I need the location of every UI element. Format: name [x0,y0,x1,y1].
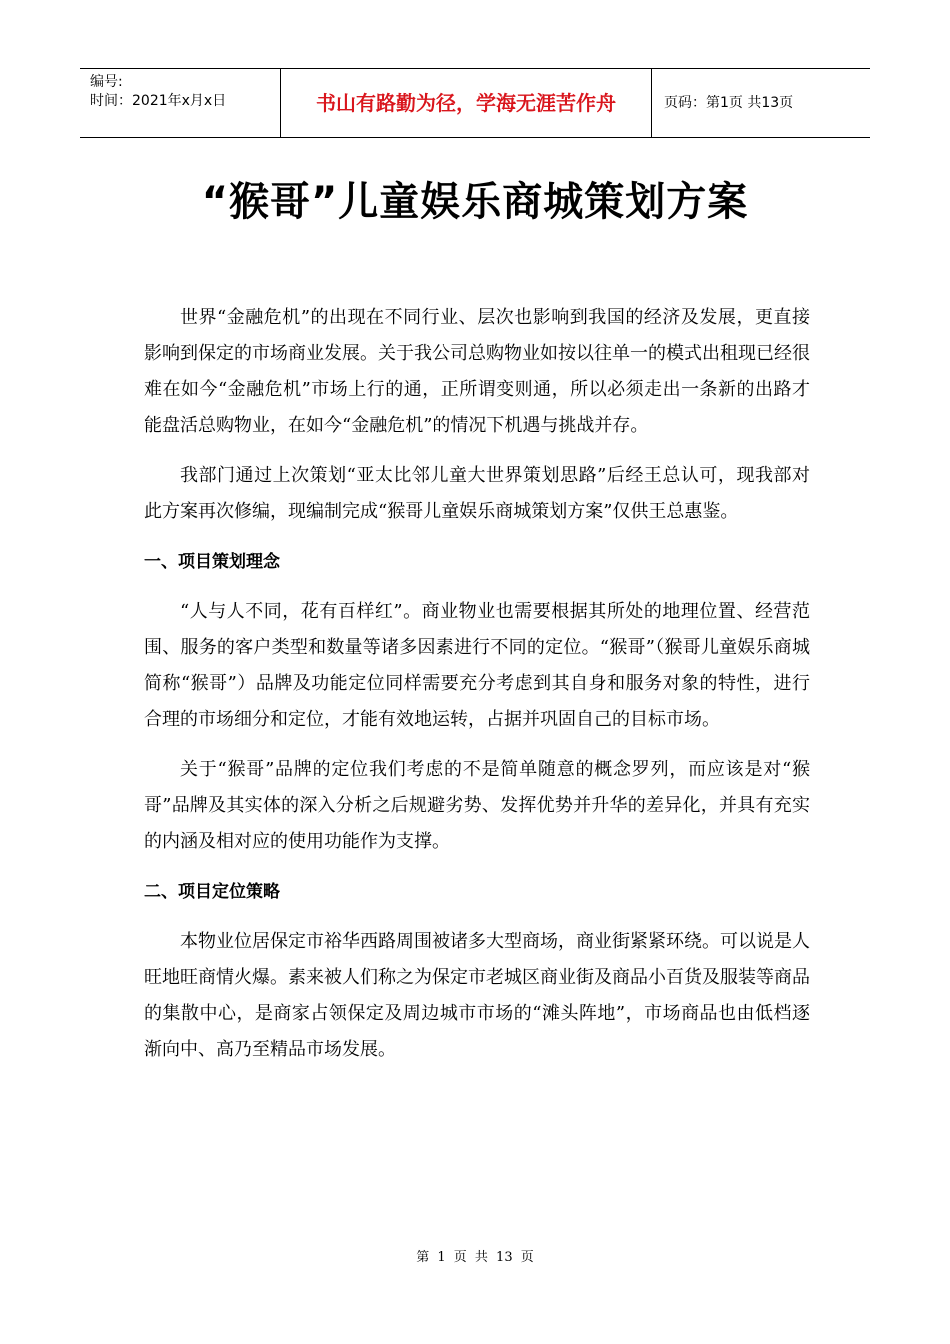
intro-paragraph-1: 世界“金融危机”的出现在不同行业、层次也影响到我国的经济及发展，更直接影响到保定的市场商业发展。关于我公司总购物业如按以往单一的模式出租现已经很难在如今“金融危机”市场上行的通，正所谓变则通，所以必须走出一条新的出路才能盘活总购物业，在如今“金融危机”的情况下机遇与挑战并存。 [144,307,810,436]
document-number-label: 编号: [90,74,123,90]
page-header [80,68,870,138]
document-title: “猴哥”儿童娱乐商城策划方案 [201,179,749,225]
header-meta [80,69,280,137]
intro-paragraph-2: 我部门通过上次策划“亚太比邻儿童大世界策划思路”后经王总认可，现我部对此方案再次修编，现编制完成“猴哥儿童娱乐商城策划方案”仅供王总惠鉴。 [144,465,810,522]
page-footer: 第 1 页 共 13 页 [416,1250,534,1265]
concept-paragraph-2: 关于“猴哥”品牌的定位我们考虑的不是简单随意的概念罗列，而应该是对“猴哥”品牌及其实体的深入分析之后规避劣势、发挥优势并升华的差异化，并具有充实的内涵及相对应的使用功能作为支撑。 [144,759,810,852]
concept-paragraph-1: “人与人不同，花有百样红”。商业物业也需要根据其所处的地理位置、经营范围、服务的客户类型和数量等诸多因素进行不同的定位。“猴哥”（猴哥儿童娱乐商城简称“猴哥”）品牌及功能定位同样需要充分考虑到其自身和服务对象的特性，进行合理的市场细分和定位，才能有效地运转，占据并巩固自己的目标市场。 [144,601,810,730]
positioning-paragraph-1: 本物业位居保定市裕华西路周围被诸多大型商场，商业街紧紧环绕。可以说是人旺地旺商情火爆。素来被人们称之为保定市老城区商业街及商品小百货及服装等商品的集散中心，是商家占领保定及周边城市市场的“滩头阵地”，市场商品也由低档逐渐向中、高乃至精品市场发展。 [144,931,810,1060]
document-body [144,300,810,1082]
header-page-indicator: 页码：第1页 共13页 [664,95,794,111]
section-heading-concept: 一、项目策划理念 [144,552,280,572]
document-time-label: 时间：2021年x月x日 [90,93,227,109]
header-motto: 书山有路勤为径，学海无涯苦作舟 [280,69,652,137]
section-heading-positioning: 二、项目定位策略 [144,882,280,902]
